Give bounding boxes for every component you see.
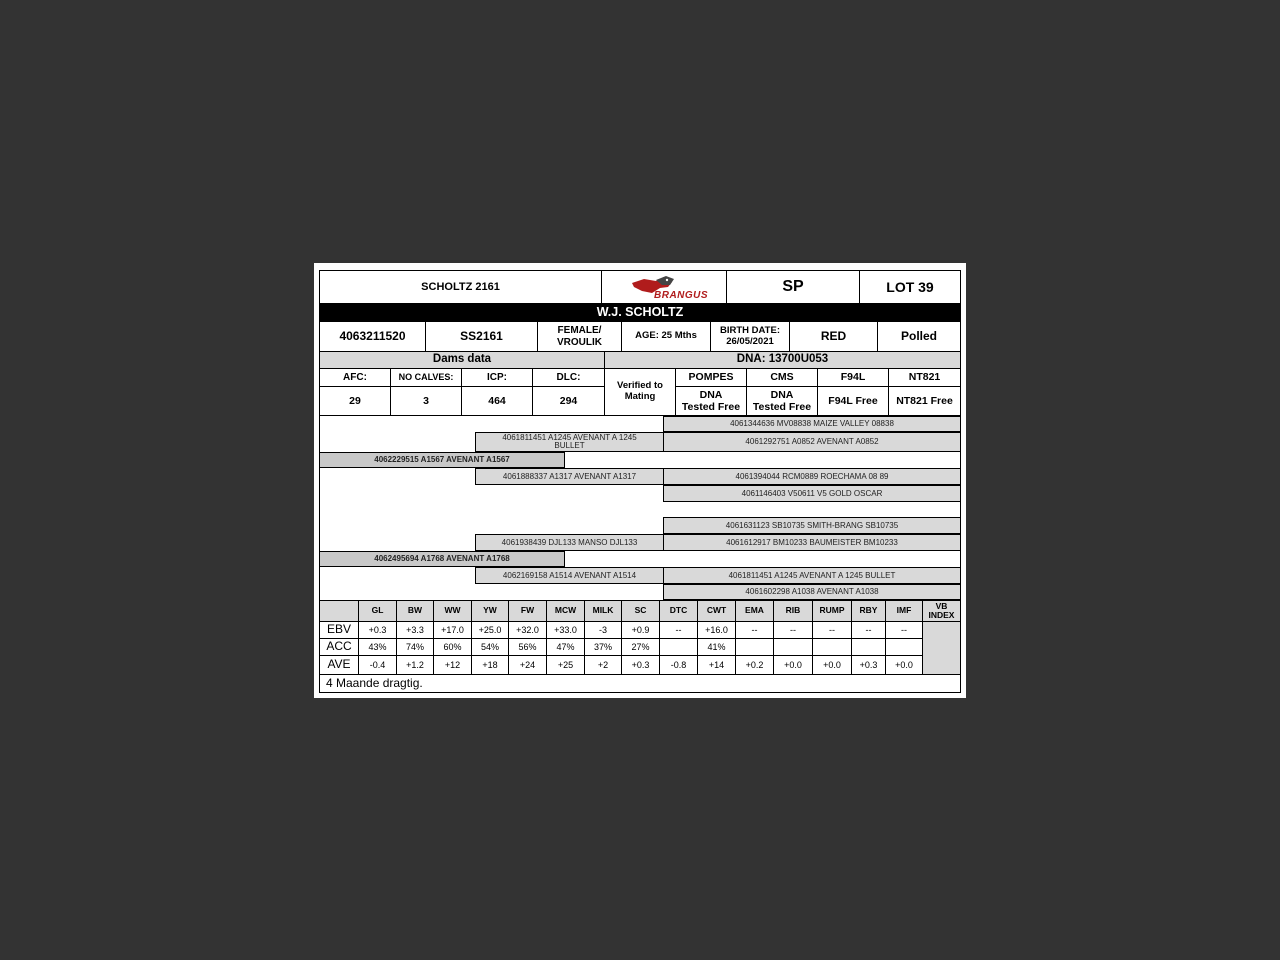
- nt821-result: NT821 Free: [888, 386, 961, 416]
- vb-index-header: [922, 600, 961, 622]
- nt821-label: NT821: [888, 368, 961, 387]
- verified-line1: Verified to: [617, 380, 663, 392]
- ebv-header-cell: MCW: [546, 600, 585, 622]
- pedigree-dam-dam-sire: 4061811451 A1245 AVENANT A 1245 BULLET: [663, 567, 961, 584]
- ebv-value-cell: +24: [508, 655, 547, 675]
- birth-date: [710, 321, 790, 352]
- ebv-header-cell: RUMP: [812, 600, 852, 622]
- pedigree-sire-dam: 4061888337 A1317 AVENANT A1317: [475, 468, 664, 485]
- ebv-value-cell: +0.2: [735, 655, 774, 675]
- ebv-header-cell: EMA: [735, 600, 774, 622]
- polled-status: Polled: [877, 321, 961, 352]
- ebv-value-cell: +0.3: [621, 655, 660, 675]
- icp-value: 464: [461, 386, 533, 416]
- logo-text: BRANGUS: [654, 290, 709, 301]
- pedigree-sire-sire-line1: 4061811451 A1245 AVENANT A 1245: [502, 432, 637, 442]
- ebv-value-cell: +12: [433, 655, 472, 675]
- ebv-value-cell: 74%: [396, 638, 434, 656]
- ebv-value-cell: [659, 638, 698, 656]
- pedigree-sire-dam-sire: 4061394044 RCM0889 ROECHAMA 08 89: [663, 468, 961, 485]
- pedigree-dam-sire: 4061938439 DJL133 MANSO DJL133: [475, 534, 664, 551]
- cms-label: CMS: [746, 368, 818, 387]
- f94l-label: F94L: [817, 368, 889, 387]
- ebv-header-cell: BW: [396, 600, 434, 622]
- dna-number: DNA: 13700U053: [604, 351, 961, 369]
- cms-result-line2: Tested Free: [752, 401, 812, 413]
- ebv-header-cell: FW: [508, 600, 547, 622]
- ebv-value-cell: +0.9: [621, 621, 660, 639]
- ebv-value-cell: +17.0: [433, 621, 472, 639]
- ebv-value-cell: 27%: [621, 638, 660, 656]
- ebv-header-cell: RBY: [851, 600, 886, 622]
- cms-result: [746, 386, 818, 416]
- ebv-row-label: AVE: [319, 655, 359, 675]
- ebv-value-cell: 43%: [358, 638, 397, 656]
- animal-name: SCHOLTZ 2161: [319, 270, 602, 304]
- ebv-value-cell: -0.8: [659, 655, 698, 675]
- ebv-header-cell: YW: [471, 600, 509, 622]
- ebv-value-cell: +1.2: [396, 655, 434, 675]
- pedigree-sire: 4062229515 A1567 AVENANT A1567: [319, 452, 565, 468]
- dams-data-heading: Dams data: [319, 351, 605, 369]
- no-calves-label: NO CALVES:: [390, 368, 462, 387]
- ebv-row-label: EBV: [319, 621, 359, 639]
- ebv-value-cell: +25.0: [471, 621, 509, 639]
- lot-number: LOT 39: [859, 270, 961, 304]
- ebv-value-cell: +32.0: [508, 621, 547, 639]
- ebv-header-cell: IMF: [885, 600, 923, 622]
- pedigree-sire-dam-dam: 4061146403 V50611 V5 GOLD OSCAR: [663, 485, 961, 502]
- pedigree-dam-dam: 4062169158 A1514 AVENANT A1514: [475, 567, 664, 584]
- pedigree-dam-sire-dam: 4061612917 BM10233 BAUMEISTER BM10233: [663, 534, 961, 551]
- ebv-corner-cell: [319, 600, 359, 622]
- ebv-value-cell: --: [659, 621, 698, 639]
- vb-index-value: [922, 621, 961, 675]
- dlc-label: DLC:: [532, 368, 605, 387]
- ebv-value-cell: +0.0: [773, 655, 813, 675]
- ebv-value-cell: 60%: [433, 638, 472, 656]
- registration-number: 4063211520: [319, 321, 426, 352]
- ebv-value-cell: +0.3: [851, 655, 886, 675]
- pedigree-sire-sire: [475, 432, 664, 452]
- ebv-value-cell: 47%: [546, 638, 585, 656]
- pompes-result: [675, 386, 747, 416]
- ebv-value-cell: +18: [471, 655, 509, 675]
- birth-date-label: BIRTH DATE:: [720, 324, 780, 336]
- sex-line2: VROULIK: [557, 336, 602, 348]
- herd-id: SS2161: [425, 321, 538, 352]
- ebv-value-cell: --: [773, 621, 813, 639]
- ebv-header-cell: DTC: [659, 600, 698, 622]
- pompes-result-line2: Tested Free: [681, 401, 741, 413]
- pompes-label: POMPES: [675, 368, 747, 387]
- ebv-value-cell: -0.4: [358, 655, 397, 675]
- ebv-value-cell: [885, 638, 923, 656]
- ebv-value-cell: +33.0: [546, 621, 585, 639]
- verified-to-mating: [604, 368, 676, 416]
- ebv-row-label: ACC: [319, 638, 359, 656]
- ebv-value-cell: --: [812, 621, 852, 639]
- ebv-value-cell: [735, 638, 774, 656]
- no-calves-value: 3: [390, 386, 462, 416]
- ebv-header-cell: MILK: [584, 600, 622, 622]
- colour: RED: [789, 321, 878, 352]
- ebv-value-cell: [851, 638, 886, 656]
- note: 4 Maande dragtig.: [319, 674, 961, 693]
- ebv-value-cell: +2: [584, 655, 622, 675]
- ebv-value-cell: 56%: [508, 638, 547, 656]
- ebv-value-cell: [812, 638, 852, 656]
- ebv-value-cell: --: [735, 621, 774, 639]
- ebv-value-cell: --: [851, 621, 886, 639]
- sex-line1: FEMALE/: [557, 325, 602, 336]
- ebv-value-cell: 54%: [471, 638, 509, 656]
- pedigree-dam-sire-sire: 4061631123 SB10735 SMITH-BRANG SB10735: [663, 517, 961, 534]
- ebv-value-cell: --: [885, 621, 923, 639]
- icp-label: ICP:: [461, 368, 533, 387]
- afc-value: 29: [319, 386, 391, 416]
- ebv-header-cell: SC: [621, 600, 660, 622]
- cms-result-line1: DNA: [770, 388, 794, 401]
- pompes-result-line1: DNA: [699, 388, 723, 401]
- ebv-value-cell: +25: [546, 655, 585, 675]
- afc-label: AFC:: [319, 368, 391, 387]
- ebv-value-cell: [773, 638, 813, 656]
- ebv-value-cell: 37%: [584, 638, 622, 656]
- ebv-value-cell: +0.0: [812, 655, 852, 675]
- sex: [537, 321, 622, 352]
- ebv-header-cell: GL: [358, 600, 397, 622]
- breeder-name: W.J. SCHOLTZ: [319, 304, 961, 321]
- ebv-value-cell: +0.0: [885, 655, 923, 675]
- f94l-result: F94L Free: [817, 386, 889, 416]
- ebv-value-cell: +14: [697, 655, 736, 675]
- pedigree-sire-sire-dam: 4061292751 A0852 AVENANT A0852: [663, 432, 961, 452]
- lot-card: [314, 263, 966, 698]
- vb-line2: INDEX: [928, 610, 955, 620]
- ebv-value-cell: +16.0: [697, 621, 736, 639]
- ebv-header-cell: CWT: [697, 600, 736, 622]
- pedigree-sire-sire-line2: BULLET: [554, 441, 585, 450]
- ebv-header-cell: RIB: [773, 600, 813, 622]
- age: AGE: 25 Mths: [621, 321, 711, 352]
- grade-code: SP: [726, 270, 860, 304]
- pedigree-dam-dam-dam: 4061602298 A1038 AVENANT A1038: [663, 584, 961, 600]
- brangus-logo: [601, 270, 727, 304]
- pedigree-sire-sire-sire: 4061344636 MV08838 MAIZE VALLEY 08838: [663, 416, 961, 432]
- verified-line2: Mating: [624, 391, 656, 402]
- ebv-header-cell: WW: [433, 600, 472, 622]
- ebv-value-cell: +0.3: [358, 621, 397, 639]
- pedigree-dam: 4062495694 A1768 AVENANT A1768: [319, 551, 565, 567]
- ebv-value-cell: +3.3: [396, 621, 434, 639]
- birth-date-value: 26/05/2021: [726, 335, 774, 347]
- dlc-value: 294: [532, 386, 605, 416]
- ebv-value-cell: -3: [584, 621, 622, 639]
- vb-line1: VB: [935, 600, 948, 611]
- ebv-value-cell: 41%: [697, 638, 736, 656]
